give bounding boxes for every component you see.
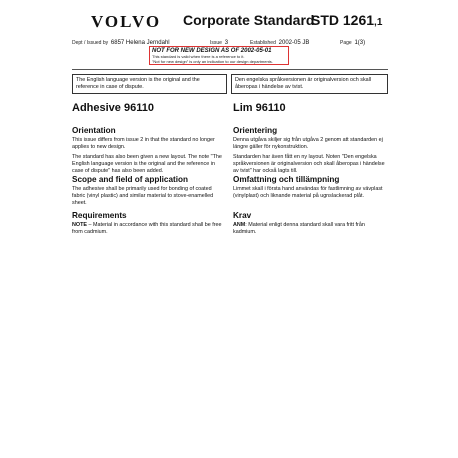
not-for-new-design-notice	[149, 46, 289, 65]
right-orientation-heading: Orientering	[233, 126, 278, 135]
standard-number-suffix: ,1	[374, 17, 383, 28]
left-scope-p: The adhesive shall be primarily used for bonding of coated fabric (vinyl plastic) and similar material to stove-enamelled sheet.	[72, 186, 214, 206]
issue-label: Issue	[210, 40, 222, 46]
right-scope-p: Limmet skall i första hand användas för fastlimning av vävplast (vinylplast) och liknande material på ugnslackerad plåt.	[233, 186, 383, 199]
left-note-text: – Material in accordance with this standard shall be free from cadmium.	[72, 222, 222, 235]
standard-number-main: STD 1261	[311, 12, 375, 28]
notice-line-3: "Not for new design" is only an indication to our design departments.	[152, 59, 273, 64]
left-orientation-p2: The standard has also been given a new layout. The note "The English language version is the original and the reference in case of dispute" has also been added.	[72, 154, 222, 174]
right-requirements-note	[233, 222, 385, 236]
language-note-en: The English language version is the original and the reference in case of dispute.	[72, 74, 227, 94]
right-scope-heading: Omfattning och tillämpning	[233, 175, 340, 184]
notice-line-2: This standard is valid when there is a reference to it.	[152, 54, 245, 59]
right-title: Lim 96110	[233, 102, 286, 114]
standard-title: Corporate Standard	[183, 12, 315, 28]
right-note-text: : Material enligt denna standard skall vara fritt från kadmium.	[233, 222, 365, 235]
left-requirements-note	[72, 222, 224, 236]
right-orientation-p2: Standarden har även fått en ny layout. Noten "Den engelska språkversionen är originalversion och skall åberopas i händelse av tvist" har också lagts till.	[233, 154, 385, 174]
page-value: 1(3)	[354, 40, 366, 46]
notice-headline: NOT FOR NEW DESIGN AS OF 2002-05-01	[152, 48, 272, 54]
established-label: Established	[250, 40, 276, 46]
left-scope-heading: Scope and field of application	[72, 175, 189, 184]
left-requirements-heading: Requirements	[72, 211, 127, 220]
right-orientation-p1: Denna utgåva skiljer sig från utgåva 2 genom att standarden ej längre gäller för nykonstruktion.	[233, 137, 383, 150]
issue-value: 3	[224, 40, 229, 46]
language-note-sv: Den engelska språkversionen är originalversion och skall åberopas i händelse av tvist.	[231, 74, 388, 94]
page-label: Page	[340, 40, 352, 46]
standard-number	[311, 12, 382, 28]
dept-label: Dept / Issued by	[72, 40, 109, 46]
volvo-logo: VOLVO	[91, 12, 162, 31]
left-title: Adhesive 96110	[72, 102, 154, 114]
right-note-label: ANM	[233, 222, 246, 228]
left-note-label: NOTE	[72, 222, 87, 228]
established-value: 2002-05 JB	[278, 40, 310, 46]
left-orientation-heading: Orientation	[72, 126, 116, 135]
left-orientation-p1: This issue differs from issue 2 in that the standard no longer applies to new design.	[72, 137, 215, 150]
right-requirements-heading: Krav	[233, 211, 252, 220]
header-divider	[72, 69, 388, 70]
page-field	[340, 40, 365, 46]
dept-value: 6857 Helena Jerndahl	[110, 40, 170, 46]
